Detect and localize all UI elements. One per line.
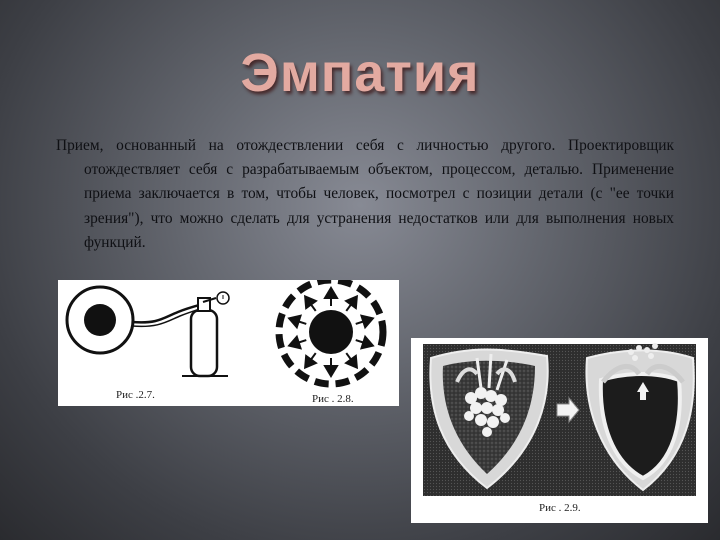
figures-2-7-2-8-illustration <box>58 280 399 406</box>
figure-2-8-drawing <box>279 280 383 384</box>
figure-panel-top <box>58 280 399 406</box>
figure-2-7-caption: Рис .2.7. <box>116 389 155 401</box>
figure-2-9-caption: Рис . 2.9. <box>539 502 581 514</box>
figure-2-7-drawing <box>67 287 229 376</box>
slide-body-text: Прием, основанный на отождествлении себя с личностью другого. Проектировщик отождествляет себя с разрабатываемым объектом, процессом, деталью. Применение приема заключается в том, чтобы человек, посмотрел с позиции детали (с "ее точки зрения"), что можно сделать для устранения недостатков или для выполнения новых функций. <box>56 137 674 251</box>
figure-2-8-caption: Рис . 2.8. <box>312 393 354 405</box>
slide-title: Эмпатия <box>240 43 480 103</box>
figure-panel-bottom <box>411 338 708 523</box>
figure-2-9-illustration <box>411 338 708 523</box>
